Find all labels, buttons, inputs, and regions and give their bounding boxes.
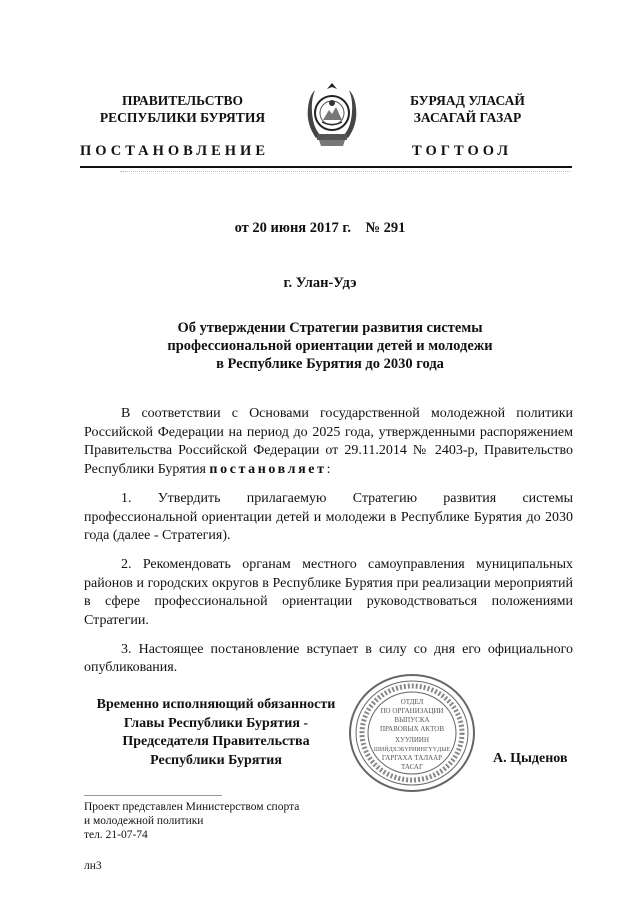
signatory-line-1: Временно исполняющий обязанности <box>96 697 336 712</box>
footer-line-2: и молодежной политики <box>84 815 204 828</box>
title-line-2: профессиональной ориентации детей и молодежи <box>167 338 493 354</box>
doc-type-bua: ТОГТООЛ <box>412 143 513 159</box>
org-name-bua-line2: ЗАСАГАЙ ГАЗАР <box>413 110 522 125</box>
resolves-word: постановляет <box>209 462 327 478</box>
clause-1: 1. Утвердить прилагаемую Стратегию развития системы профессиональной ориентации детей и молодежи в Республике Бурятия до 2030 года (далее - Стратегия). <box>84 490 573 544</box>
title-line-1: Об утверждении Стратегии развития системы <box>177 320 483 336</box>
preamble-paragraph <box>84 405 573 480</box>
clause-2: 2. Рекомендовать органам местного самоуправления муниципальных районов и городских округов в Республике Бурятия при реализации мероприятий в сфере профессиональной ориентации руководствоваться положениями Стратегии. <box>84 556 573 629</box>
document-body <box>84 405 573 688</box>
signatory-line-3: Председателя Правительства <box>122 734 310 749</box>
coat-of-arms-icon <box>301 80 363 150</box>
header-left <box>80 92 285 126</box>
header-dotted-divider <box>120 171 570 172</box>
reference-code: лн3 <box>84 860 102 872</box>
city: г. Улан-Удэ <box>283 275 357 291</box>
signatory-line-4: Республики Бурятия <box>150 752 282 768</box>
title-line-3: в Республике Бурятия до 2030 года <box>216 356 444 372</box>
footer-line-1: Проект представлен Министерством спорта <box>84 801 300 813</box>
date-and-number: от 20 июня 2017 г. № 291 <box>234 220 406 236</box>
preamble-text: В соответствии с Основами государственной молодежной политики Российской Федерации на период до 2025 года, утвержденными распоряжением Правительства Российской Федерации от 29.11.2014 № 2403-р, Правительство Республики Бурятия <box>84 406 573 478</box>
seal-text-8: ТАСАГ <box>400 763 424 771</box>
signatory-line-2: Главы Республики Бурятия - <box>123 715 309 731</box>
official-seal-stamp <box>344 670 480 796</box>
document-title <box>100 319 560 373</box>
clause-3: 3. Настоящее постановление вступает в силу со дня его официального опубликования. <box>84 641 573 676</box>
seal-text-7: ГАРГАХА ТАЛААР <box>381 754 443 762</box>
org-name-ru-line2: РЕСПУБЛИКИ БУРЯТИЯ <box>99 110 266 125</box>
header-right <box>380 92 555 126</box>
preamble-colon: : <box>326 462 331 478</box>
org-name-ru-line1: ПРАВИТЕЛЬСТВО <box>121 93 243 108</box>
doc-type-ru: ПОСТАНОВЛЕНИЕ <box>80 143 270 159</box>
footer-divider <box>84 795 222 796</box>
seal-text-6: ШИЙДХЭБҮРИИНГҮҮДЫЕ <box>373 747 451 753</box>
seal-text-4: ПРАВОВЫХ АКТОВ <box>379 725 445 733</box>
header-divider <box>80 166 572 168</box>
org-name-bua-line1: БУРЯАД УЛАСАЙ <box>410 93 525 108</box>
seal-text-5: ХУУЛИИН <box>394 736 430 744</box>
footer-line-3: тел. 21-07-74 <box>84 829 148 842</box>
signatory-title <box>80 696 352 770</box>
signatory-name: А. Цыденов <box>493 751 568 766</box>
footer-note <box>84 800 384 843</box>
seal-text-3: ВЫПУСКА <box>394 716 430 724</box>
seal-text-2: ПО ОРГАНИЗАЦИИ <box>380 707 444 715</box>
seal-text-1: ОТДЕЛ <box>400 698 424 706</box>
